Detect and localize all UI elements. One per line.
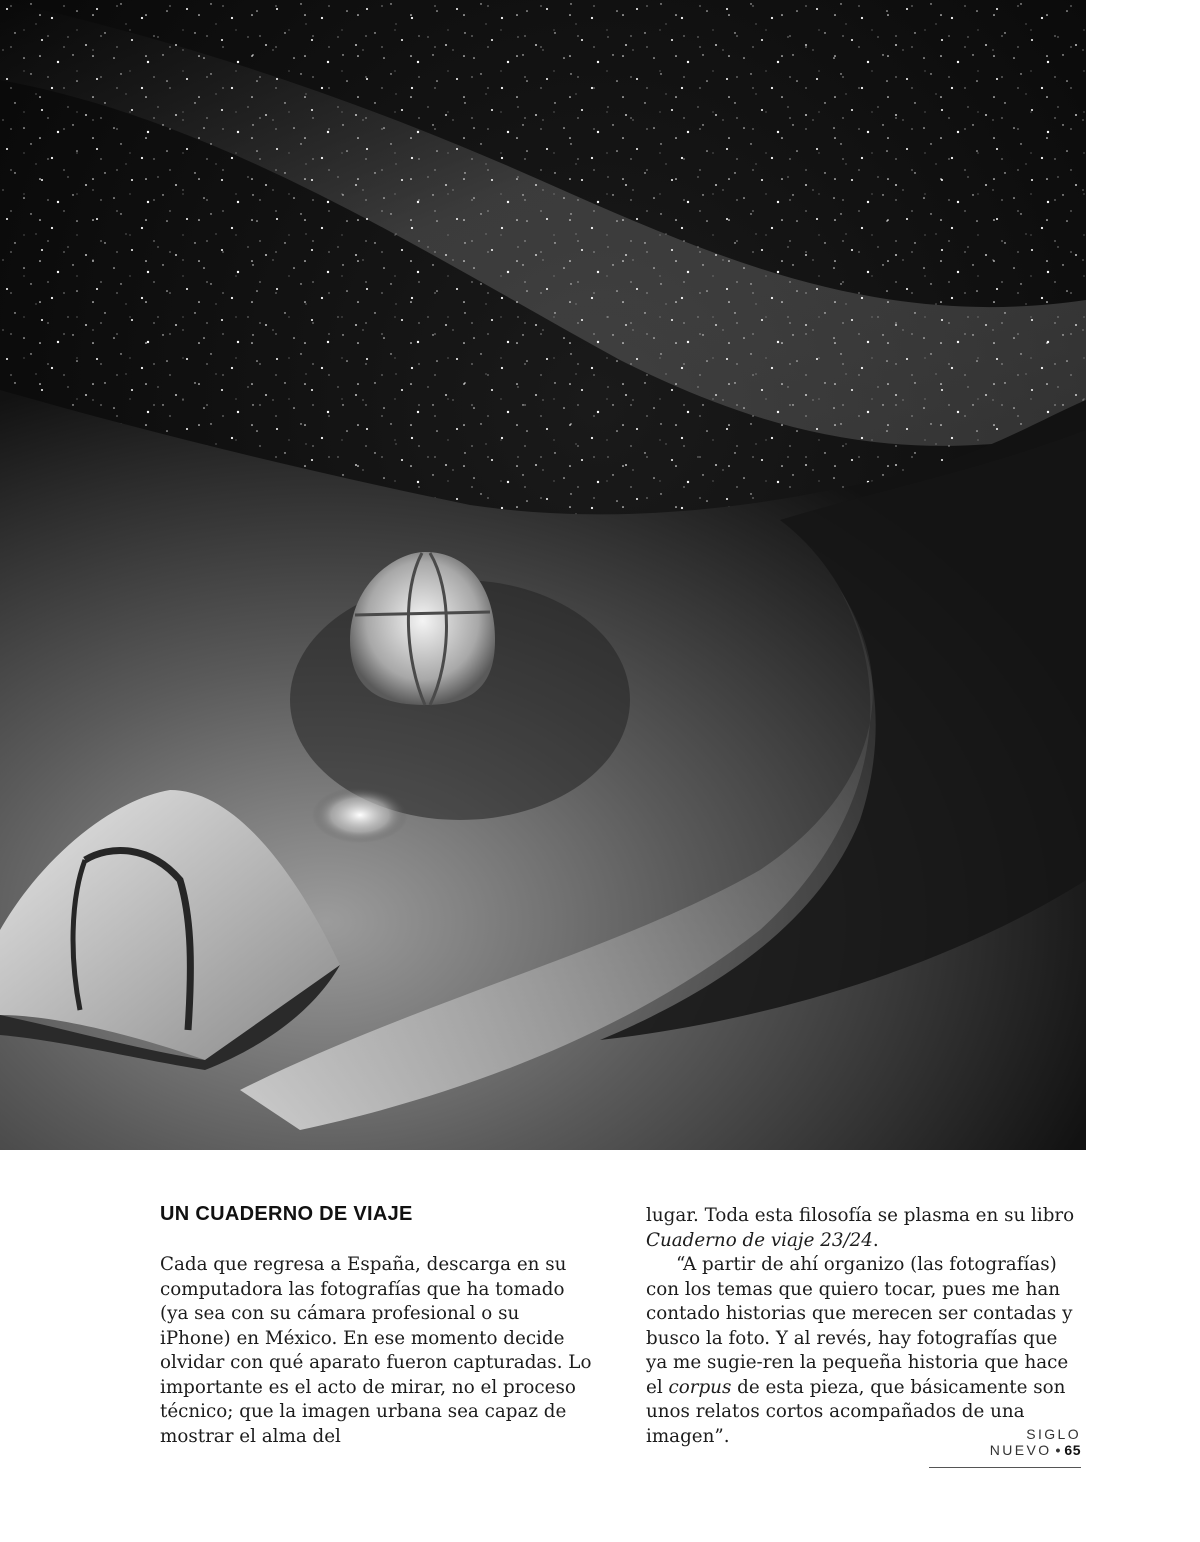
page-folio (929, 1426, 1081, 1468)
paragraph-text: . (872, 1229, 879, 1251)
page-number: 65 (1064, 1442, 1081, 1458)
magazine-name: SIGLO NUEVO (989, 1426, 1081, 1458)
section-heading: UN CUADERNO DE VIAJE (160, 1203, 413, 1225)
article-right-column (646, 1204, 1078, 1449)
article-left-column (160, 1253, 592, 1449)
paragraph-text: “A partir de ahí organizo (las fotografías) con los temas que quiero tocar, pues me han contado historias que merecen ser contadas y busco la foto. Y al revés, hay fotografías que ya me sugie-ren la pequeña historia que hace el (646, 1254, 1073, 1398)
book-title: Cuaderno de viaje 23/24 (646, 1229, 873, 1251)
article-paragraph (646, 1204, 1078, 1253)
paragraph-text: de esta pieza, que básicamente son unos relatos cortos acompañados de una imagen”. (646, 1376, 1066, 1447)
folio-separator: • (1055, 1442, 1061, 1458)
italic-term: corpus (668, 1376, 732, 1398)
paragraph-text: lugar. Toda esta filosofía se plasma en su libro (646, 1205, 1075, 1226)
article-quote-paragraph (646, 1253, 1078, 1449)
article-paragraph: Cada que regresa a España, descarga en su computadora las fotografías que ha tomado (ya sea con su cámara profesional o su iPhone) en México. En ese momento decide olvidar con qué aparato fueron capturadas. Lo importante es el acto de mirar, no el proceso técnico; que la imagen urbana sea capaz de mostrar el alma del (160, 1254, 592, 1447)
